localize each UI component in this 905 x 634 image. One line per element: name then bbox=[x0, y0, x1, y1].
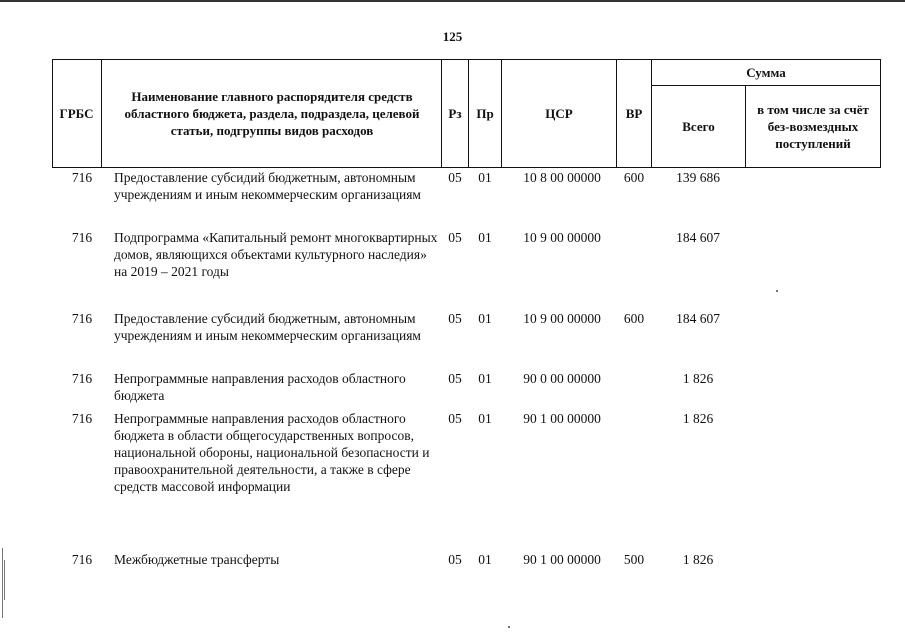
cell-rz: 05 bbox=[448, 552, 462, 567]
cell-grbs: 716 bbox=[71, 371, 93, 386]
header-grbs: ГРБС bbox=[59, 106, 94, 121]
cell-pr: 01 bbox=[478, 311, 492, 326]
cell-grbs: 716 bbox=[71, 552, 93, 567]
cell-pr: 01 bbox=[478, 170, 492, 185]
header-rz: Рз bbox=[448, 106, 462, 121]
cell-total: 1 826 bbox=[682, 371, 714, 386]
cell-rz: 05 bbox=[448, 371, 462, 386]
scan-top-edge bbox=[0, 0, 905, 2]
cell-name: Непрограммные направления расходов областного бюджета bbox=[114, 371, 406, 403]
cell-grbs: 716 bbox=[71, 311, 93, 326]
cell-csr: 10 8 00 00000 bbox=[523, 170, 601, 185]
cell-pr: 01 bbox=[478, 552, 492, 567]
cell-total: 139 686 bbox=[676, 170, 720, 185]
cell-pr: 01 bbox=[478, 230, 492, 245]
header-total: Всего bbox=[682, 119, 715, 134]
cell-csr: 90 1 00 00000 bbox=[523, 552, 601, 567]
cell-total: 1 826 bbox=[682, 552, 714, 567]
scan-edge-mark bbox=[4, 560, 5, 600]
scan-speck bbox=[776, 290, 778, 292]
cell-name: Предоставление субсидий бюджетным, автономным учреждениям и иным некоммерческим организациям bbox=[114, 170, 421, 202]
cell-csr: 10 9 00 00000 bbox=[523, 311, 601, 326]
cell-rz: 05 bbox=[448, 411, 462, 426]
cell-csr: 10 9 00 00000 bbox=[523, 230, 601, 245]
cell-rz: 05 bbox=[448, 230, 462, 245]
cell-vr: 600 bbox=[623, 170, 645, 185]
cell-rz: 05 bbox=[448, 311, 462, 326]
cell-name: Межбюджетные трансферты bbox=[114, 552, 280, 567]
header-name: Наименование главного распорядителя средств областного бюджета, раздела, подраздела, целевой статьи, подгруппы видов расходов bbox=[124, 89, 420, 138]
table-header bbox=[52, 59, 881, 168]
cell-csr: 90 0 00 00000 bbox=[523, 371, 601, 386]
cell-rz: 05 bbox=[448, 170, 462, 185]
cell-name: Непрограммные направления расходов областного бюджета в области общегосударственных вопросов, национальной обороны, национальной безопасности и правоохранительной деятельности, а также в сфере средств массовой информации bbox=[114, 411, 430, 494]
cell-pr: 01 bbox=[478, 371, 492, 386]
cell-grbs: 716 bbox=[71, 170, 93, 185]
cell-pr: 01 bbox=[478, 411, 492, 426]
cell-total: 1 826 bbox=[682, 411, 714, 426]
scan-edge-mark bbox=[2, 548, 3, 618]
cell-grbs: 716 bbox=[71, 411, 93, 426]
cell-csr: 90 1 00 00000 bbox=[523, 411, 601, 426]
cell-vr: 600 bbox=[623, 311, 645, 326]
cell-name: Подпрограмма «Капитальный ремонт многоквартирных домов, являющихся объектами культурного наследия» на 2019 – 2021 годы bbox=[114, 230, 438, 279]
cell-total: 184 607 bbox=[676, 230, 720, 245]
page-number: 125 bbox=[442, 29, 463, 44]
cell-name: Предоставление субсидий бюджетным, автономным учреждениям и иным некоммерческим организациям bbox=[114, 311, 421, 343]
cell-total: 184 607 bbox=[676, 311, 720, 326]
cell-grbs: 716 bbox=[71, 230, 93, 245]
header-vr: ВР bbox=[625, 106, 643, 121]
header-free: в том числе за счёт без-возмездных поступлений bbox=[757, 102, 869, 151]
header-pr: Пр bbox=[476, 106, 494, 121]
cell-vr: 500 bbox=[623, 552, 645, 567]
header-csr: ЦСР bbox=[545, 106, 573, 121]
header-sum: Сумма bbox=[746, 64, 786, 80]
scan-speck bbox=[508, 626, 510, 628]
